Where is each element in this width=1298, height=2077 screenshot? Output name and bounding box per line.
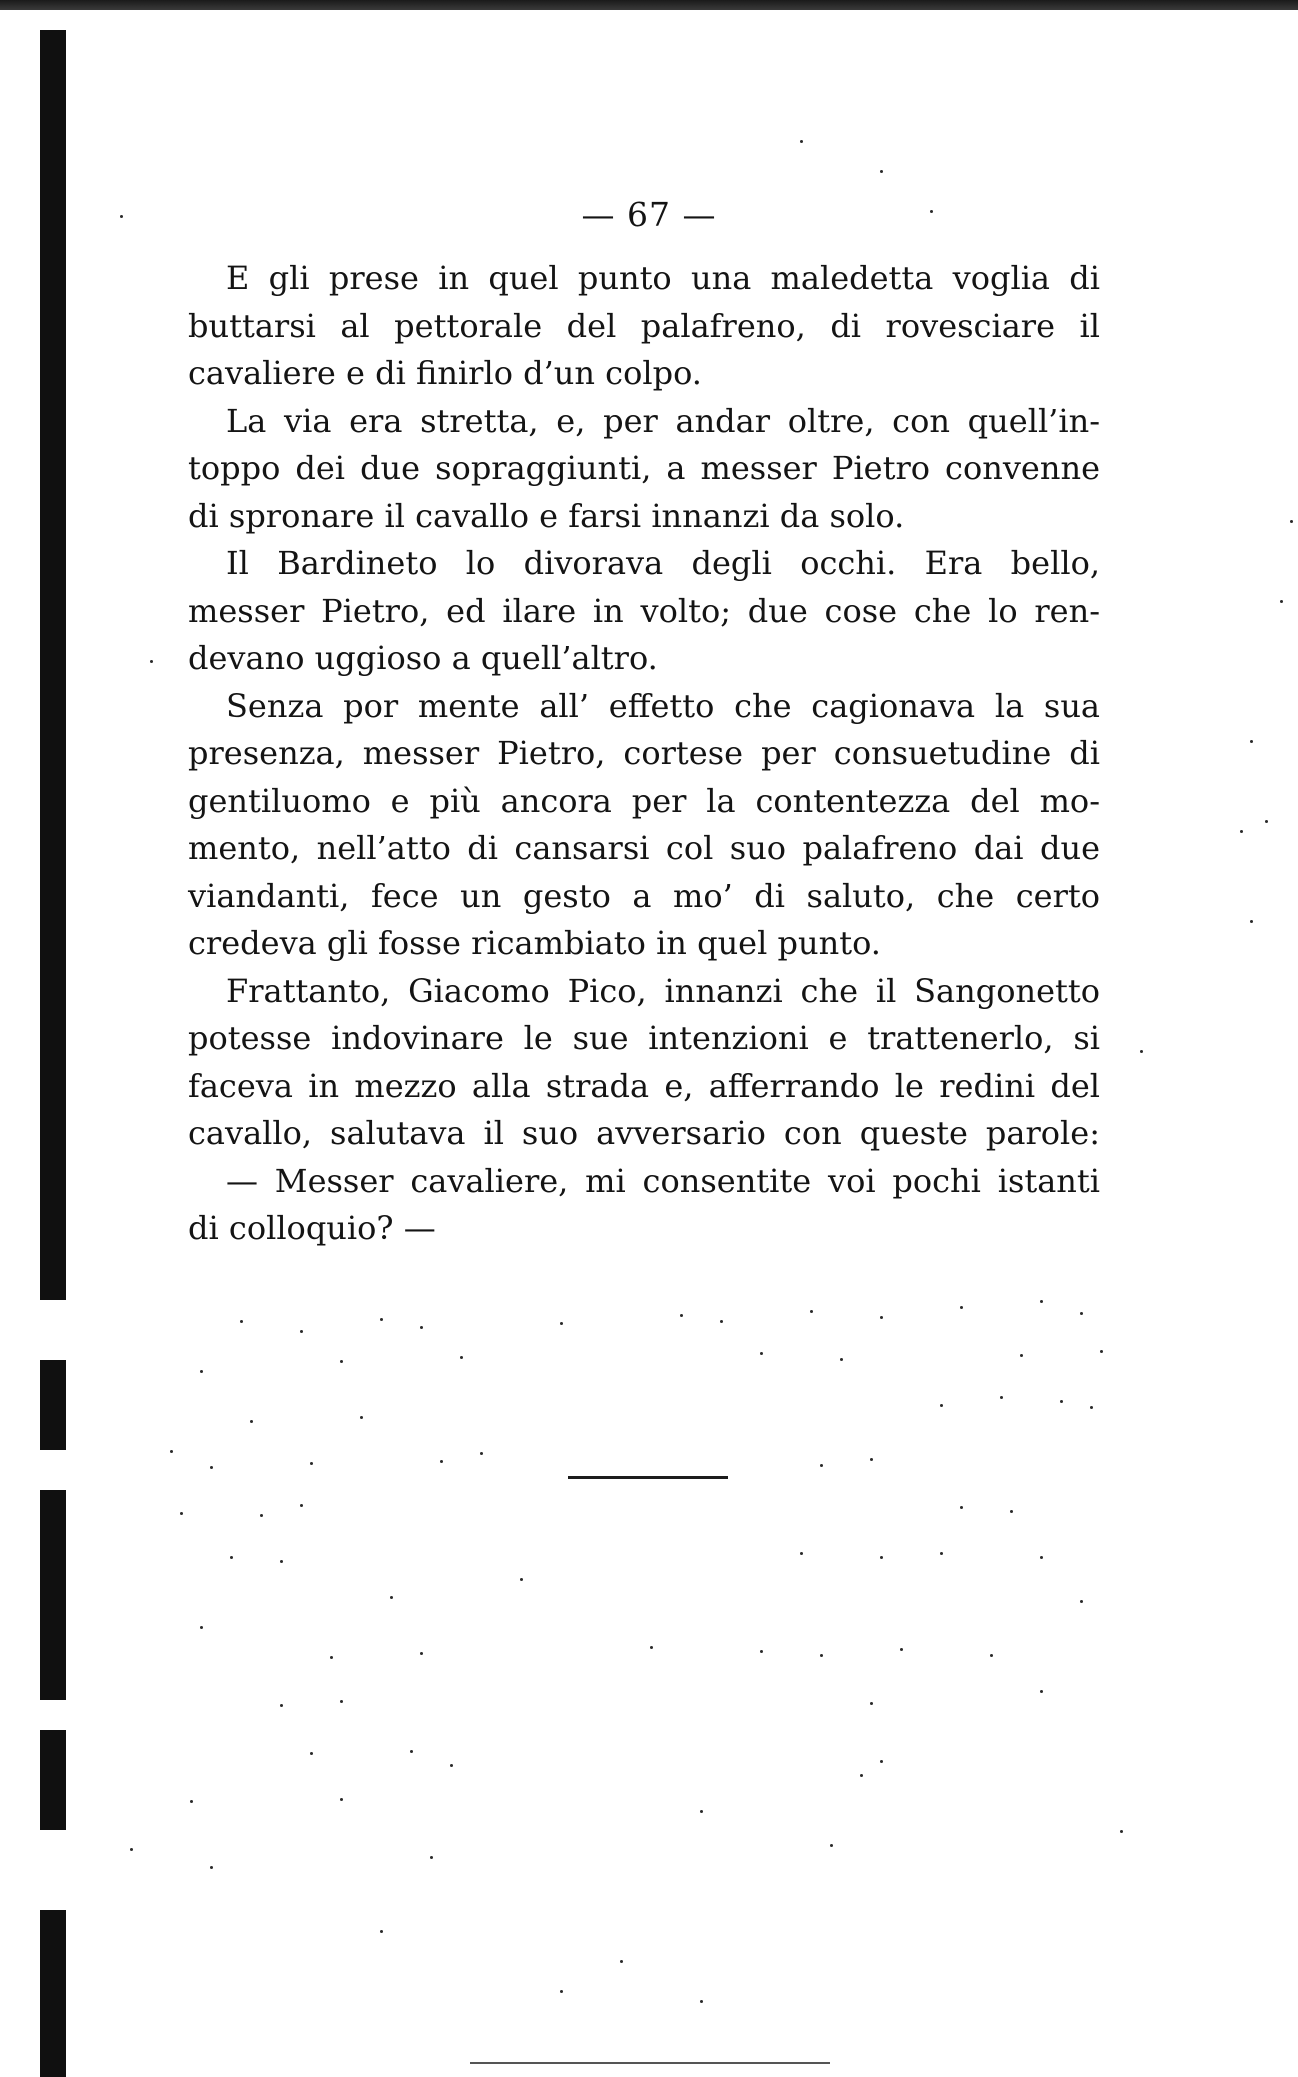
scan-binding-gap xyxy=(40,1300,66,1360)
text-line: — Messer cavaliere, mi consentite voi pochi istanti xyxy=(226,1161,1100,1200)
paragraph xyxy=(188,540,1100,683)
scan-binding-gap xyxy=(40,1700,66,1730)
page-number: — 67 — xyxy=(581,195,717,234)
paragraph xyxy=(188,255,1100,398)
text-line: toppo dei due sopraggiunti, a messer Pietro convenne xyxy=(188,449,1100,487)
text-line: presenza, messer Pietro, cortese per consuetudine di xyxy=(188,734,1100,772)
text-line: E gli prese in quel punto una maledetta voglia di xyxy=(226,259,1100,297)
paragraph xyxy=(188,1158,1100,1253)
text-line: mento, nell’atto di cansarsi col suo palafreno dai due xyxy=(188,829,1100,867)
page-body xyxy=(188,255,1100,1253)
text-line: cavaliere e di finirlo d’un colpo. xyxy=(188,354,702,392)
scan-top-border xyxy=(0,0,1298,10)
text-line: La via era stretta, e, per andar oltre, con quell’in- xyxy=(226,401,1100,440)
text-line: di spronare il cavallo e farsi innanzi da solo. xyxy=(188,496,905,535)
text-line: cavallo, salutava il suo avversario con queste parole: xyxy=(188,1114,1100,1152)
text-line: Senza por mente all’ effetto che cagionava la sua xyxy=(226,686,1100,725)
text-line: credeva gli fosse ricambiato in quel punto. xyxy=(188,924,881,962)
scan-bottom-edge xyxy=(470,2062,830,2064)
paragraph xyxy=(188,683,1100,968)
text-line: viandanti, fece un gesto a mo’ di saluto, che certo xyxy=(188,876,1100,915)
text-line: di colloquio? — xyxy=(188,1209,436,1247)
text-line: devano uggioso a quell’altro. xyxy=(188,639,658,677)
text-line: gentiluomo e più ancora per la contentezza del mo- xyxy=(188,781,1100,820)
scan-binding-gap xyxy=(40,1450,66,1490)
text-line: buttarsi al pettorale del palafreno, di rovesciare il xyxy=(188,306,1100,345)
text-line: potesse indovinare le sue intenzioni e trattenerlo, si xyxy=(188,1019,1100,1057)
paragraph xyxy=(188,398,1100,541)
text-line: Frattanto, Giacomo Pico, innanzi che il Sangonetto xyxy=(226,971,1100,1010)
scan-binding-edge xyxy=(40,30,66,2077)
text-line: faceva in mezzo alla strada e, afferrando le redini del xyxy=(188,1066,1100,1105)
paragraph xyxy=(188,968,1100,1158)
text-line: messer Pietro, ed ilare in volto; due cose che lo ren- xyxy=(188,591,1100,630)
text-line: Il Bardineto lo divorava degli occhi. Era bello, xyxy=(226,544,1100,582)
scan-binding-gap xyxy=(40,1830,66,1910)
section-end-rule xyxy=(568,1476,728,1479)
